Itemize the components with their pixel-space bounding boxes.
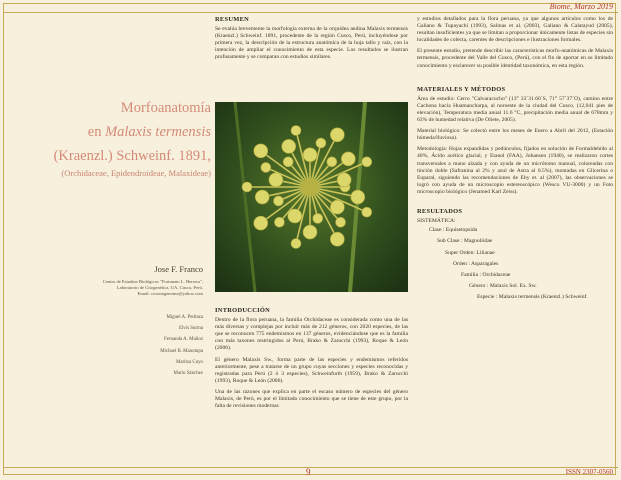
taxon-row: Sub Clase : Magnoliidae <box>437 238 493 245</box>
systematics-label: SISTEMÁTICA: <box>417 218 456 225</box>
introduction-section <box>215 307 408 414</box>
author-affiliation-1: Centro de Estudios Biológicos "Fortunato L. Herrera", <box>102 279 203 284</box>
taxon-row: Género : Malaxis Sol. Ex. Sw. <box>469 283 537 290</box>
coauthor: Fernanda A. Muñoz <box>164 337 203 343</box>
title-line-1: Morfoanatomía <box>120 100 211 116</box>
journal-header: Biome, Marzo 2019 <box>549 2 613 11</box>
right-paragraph-1: El presente estudio, pretende describir las características morfo-anatómicas de Malaxis termensis, procedente del Valle del Cusco, (Perú), con el fin de aportar en su limitado conocimiento y esclarecer su posible identidad taxonómica, en esta región. <box>417 48 613 69</box>
coauthor: Miguel A. Pedraza <box>166 315 203 320</box>
methods-paragraph-2: Material biológico: Se colectó entre los meses de Enero a Abril del 2012, (Estación húmeda/lluviosa). <box>417 128 613 142</box>
coauthor: Maritza Cuyo <box>175 359 203 365</box>
intro-heading: INTRODUCCIÓN <box>215 307 271 314</box>
author-name: Jose F. Franco <box>154 264 203 274</box>
orchid-photo <box>215 102 408 292</box>
intro-paragraph-1: Dentro de la flora peruana, la familia Orchidaceae es considerada como una de las más diversas y complejas por incluir más de 212 géneros, con 2020 especies, de las que se reconocen 775 endemismos en 137 géneros, evidenciándose que es la familia con más taxones restringidos al Perú, Brako & Zarucchi (1993), Roque & León (2006). <box>215 317 408 352</box>
issn-label: ISSN 2307-0560 <box>565 468 613 476</box>
right-paragraph-0: y estudios detallados para la flora peruana, ya que algunos artículos como los de Galiano & Tupayachi (1993), Salinas et al. (2003), Galiano & Calatayud (2005), resultan insuficientes ya que se limitan a proporcionar únicamente listas de especies sin localidades de colecta, carentes de descripciones e ilustraciones formales. <box>417 16 613 44</box>
orchid-flower-image <box>215 102 408 292</box>
intro-paragraph-3: Una de las razones que explica en parte el escaso número de especies del género Malaxis, de Perú, es por el limitado conocimiento que se tiene de este grupo, por la falta de revisiones modernas <box>215 388 408 410</box>
coauthor: Michael B. Manotupa <box>160 348 203 354</box>
page-number: 9 <box>306 467 311 477</box>
author-block <box>3 264 203 297</box>
taxon-row: Familia : Orchidaceae <box>461 271 511 278</box>
abstract-text: Se evalúa brevemente la morfología externa de la orquídea andina Malaxis termensis (Kraenzl.) Schweinf. 1891, procedente de la región Cusco, Perú, incluyéndose por primera vez, la descripción de la estructura anatómica de la hoja tallo y raíz, con la intención de ampliar el conocimiento de esta especie. Los resultados se ilustran profusamente y se comparan con estudios similares. <box>215 26 408 61</box>
coauthor: Elvis Surma <box>178 326 203 332</box>
methods-paragraph-1: Área de estudio: Cerro "Calvaracucho" (13° 33´31.60´S, 71° 57´37´O), camino entre Cachona hacia Huamancharpa, al noroeste de la ciudad del Cusco, (12,041 pies de elevación), Temperatura media anual 11.6 °C, precipitación media anual de 678mm y 63% de humedad relativa (De Oliete, 2005). <box>417 95 613 124</box>
taxon-row: Orden : Asparagales <box>453 260 499 267</box>
coauthor: Mario Sánchez <box>173 371 203 377</box>
title-line-3: (Kraenzl.) Schweinf. 1891, <box>53 148 211 164</box>
intro-paragraph-2: El género Malaxis Sw., forma parte de las especies y endemismos referidos anteriormente, pese a tratarse de un grupo cuyas secciones y especies reconocidas y registradas para Perú (2 ó 3 especies), Schweinfurth (1959), Brako & Zarucchi (1993), Roque & León (2006). <box>215 356 408 384</box>
title-line-2: en Malaxis termensis <box>87 124 211 140</box>
right-column <box>417 16 613 304</box>
abstract-section <box>215 16 408 66</box>
taxonomy-list <box>417 225 613 303</box>
taxon-row: Super Orden: Lilianae <box>445 249 495 256</box>
results-heading: RESULTADOS <box>417 207 463 215</box>
header-rule <box>3 12 618 13</box>
methods-heading: MATERIALES Y MÉTODOS <box>417 85 506 93</box>
taxon-row: Clase : Equisetopsida <box>429 227 478 234</box>
taxon-row: Especie : Malaxis termensis (Kraenzl.) Schweinf. <box>477 294 588 301</box>
article-title <box>1 96 211 178</box>
methods-paragraph-3: Metodología: Hojas expandidas y pedúnculos, fijados en solución de Formaldehído al 40%, Ácido acético glacial, y Etanol (FAA), Johansen (1940), se realizaron cortes transversales a mano alzada y con ayuda de un micrótomo manual, coloreadas con tinción doble (Safranina al 2% y azul de Astra al 0.5%), montadas en Glicerina o Euparal, siguiendo las recomendaciones de Eby et. al (2007), las observaciones se logró con ayuda de un microscopio estereoscópico (Wesco VU-3000) y un Foto microscopio biológico (Jenamed Karl Zeiss). <box>417 146 613 195</box>
abstract-heading: RESUMEN <box>215 16 250 23</box>
author-affiliation-2: Laboratorio de Citogenética, UA, Cusco, Perú. <box>116 285 203 290</box>
coauthor-list <box>160 312 203 379</box>
author-email: Email: crossingenome@yahoo.com <box>137 291 203 296</box>
title-line-4: (Orchidaceae, Epidendroideae, Malaxideae) <box>61 168 211 178</box>
